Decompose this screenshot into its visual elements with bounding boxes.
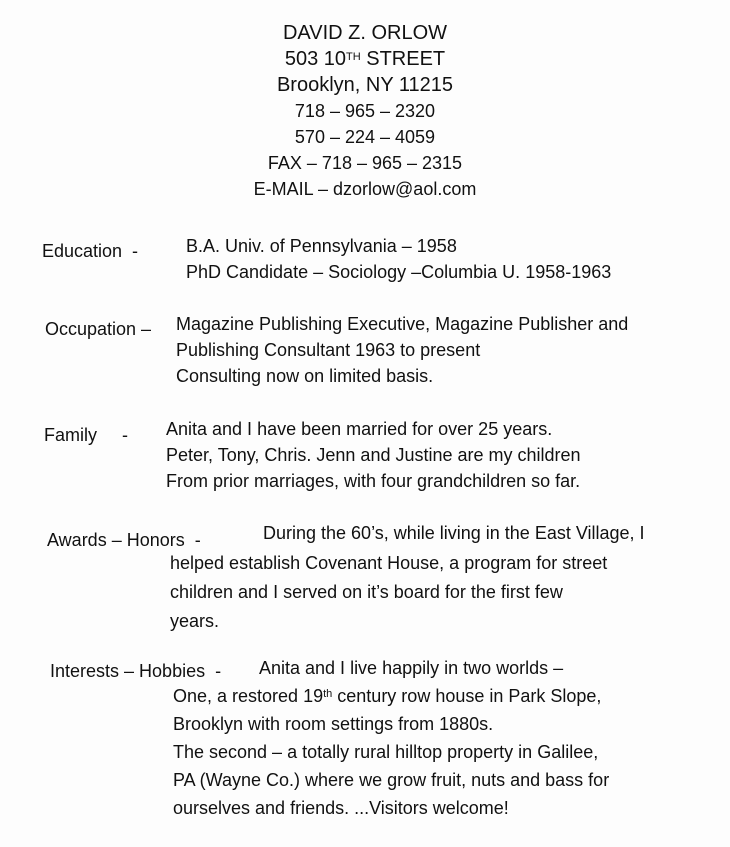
family-label: Family - <box>44 425 128 445</box>
street-address <box>0 46 730 72</box>
interests-content <box>173 682 609 822</box>
phone-primary: 718 – 965 – 2320 <box>294 101 436 121</box>
education-line: PhD Candidate – Sociology –Columbia U. 1958-1963 <box>186 262 612 282</box>
occupation-line: Publishing Consultant 1963 to present <box>176 340 481 360</box>
interests-line-pre: One, a restored 19 <box>173 686 324 706</box>
phone-secondary: 570 – 224 – 4059 <box>294 127 436 147</box>
century-suffix: th <box>323 688 333 700</box>
address-number: 503 10 <box>284 48 347 70</box>
awards-line: During the 60’s, while living in the East Village, I <box>263 523 645 543</box>
family-line: Anita and I have been married for over 25 years. <box>166 419 553 439</box>
interests-line: PA (Wayne Co.) where we grow fruit, nuts and bass for <box>173 770 610 790</box>
occupation-line: Consulting now on limited basis. <box>176 366 434 386</box>
awards-content <box>170 549 607 636</box>
occupation-label: Occupation – <box>45 319 152 339</box>
city-state-zip: Brooklyn, NY 11215 <box>276 74 454 96</box>
education-label: Education - <box>42 241 139 261</box>
address-street: STREET <box>366 48 446 70</box>
address-suffix: TH <box>346 51 361 63</box>
awards-first-line <box>263 520 645 546</box>
contact-header <box>0 20 730 202</box>
interests-label: Interests – Hobbies - <box>50 661 222 681</box>
email-address: E-MAIL – dzorlow@aol.com <box>253 179 477 199</box>
interests-line: Brooklyn with room settings from 1880s. <box>173 714 494 734</box>
occupation-content <box>176 311 628 389</box>
occupation-line: Magazine Publishing Executive, Magazine Publisher and <box>176 314 629 334</box>
awards-line: years. <box>170 611 220 631</box>
family-line: Peter, Tony, Chris. Jenn and Justine are my children <box>166 445 581 465</box>
education-line: B.A. Univ. of Pennsylvania – 1958 <box>186 236 457 256</box>
family-content <box>166 416 581 494</box>
interests-line-post: century row house in Park Slope, <box>332 686 602 706</box>
awards-label: Awards – Honors - <box>47 530 201 550</box>
interests-line: The second – a totally rural hilltop property in Galilee, <box>173 742 599 762</box>
interests-first-line <box>259 655 563 681</box>
interests-line: Anita and I live happily in two worlds – <box>259 658 564 678</box>
awards-line: children and I served on it’s board for the first few <box>170 582 563 602</box>
person-name: DAVID Z. ORLOW <box>282 22 448 44</box>
interests-line <box>173 682 609 710</box>
awards-line: helped establish Covenant House, a program for street <box>170 553 608 573</box>
interests-line: ourselves and friends. ...Visitors welcome! <box>173 798 509 818</box>
fax-number: FAX – 718 – 965 – 2315 <box>267 153 463 173</box>
education-content <box>186 233 611 285</box>
family-line: From prior marriages, with four grandchildren so far. <box>166 471 581 491</box>
